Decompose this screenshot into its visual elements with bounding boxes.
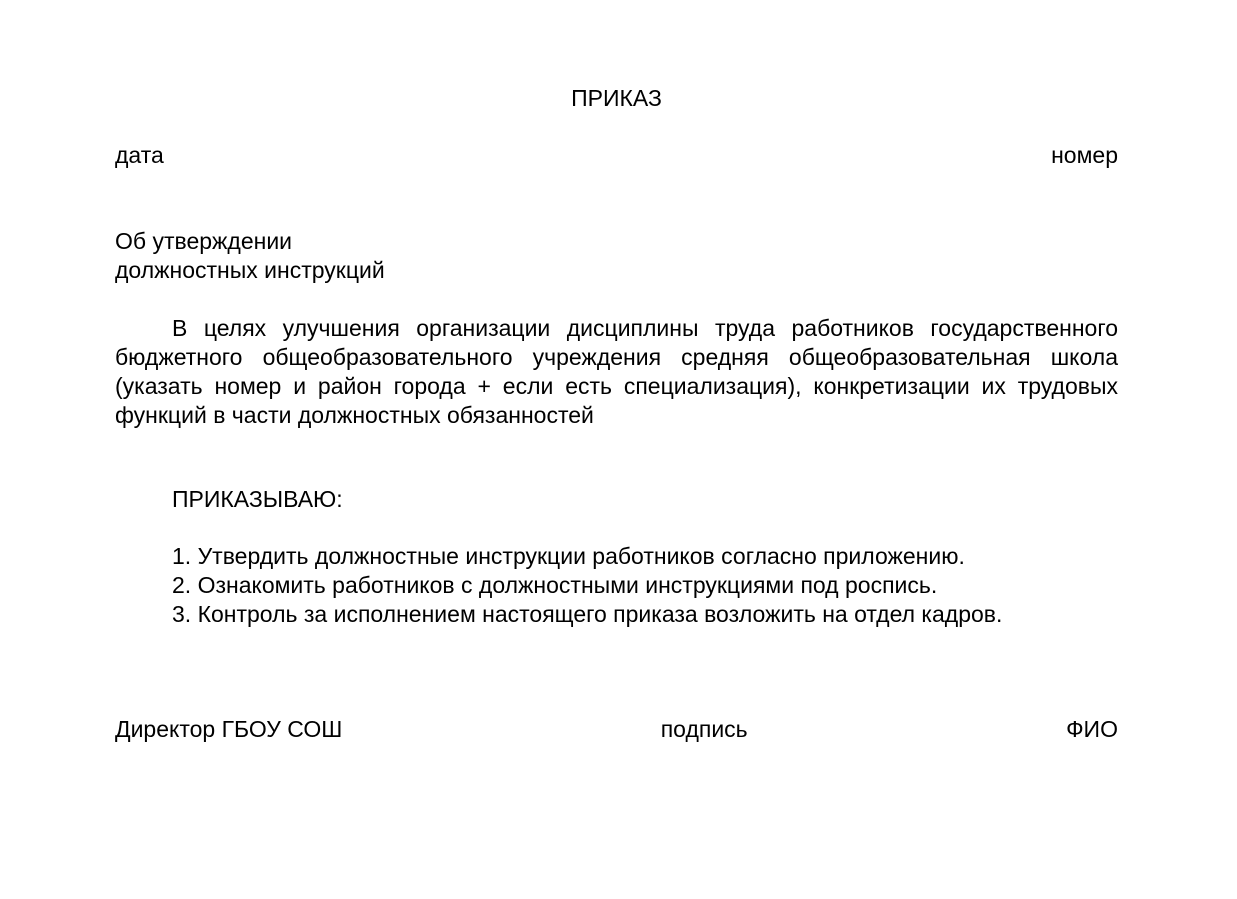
number-label: номер (1051, 142, 1118, 168)
signature-label: подпись (660, 716, 748, 742)
subject-line-2: должностных инструкций (115, 257, 385, 283)
date-number-row (115, 141, 1118, 169)
document-subject (115, 227, 385, 285)
order-item-2: 2. Ознакомить работников с должностными инструкциями под роспись. (172, 572, 938, 598)
document-title: ПРИКАЗ (571, 85, 662, 111)
order-document (115, 0, 1118, 899)
order-items-list (172, 542, 1002, 629)
order-item-1: 1. Утвердить должностные инструкции работников согласно приложению. (172, 543, 965, 569)
signatory-position: Директор ГБОУ СОШ (115, 716, 343, 742)
preamble-paragraph: В целях улучшения организации дисциплины труда работников государственного бюджетного общеобразовательного учреждения средняя общеобразовательная школа (указать номер и район города + если есть специализация), конкретизации их трудовых функций в части должностных обязанностей (115, 315, 1118, 428)
date-label: дата (115, 142, 164, 168)
signature-row (115, 715, 1118, 743)
order-word: ПРИКАЗЫВАЮ: (172, 486, 343, 512)
subject-line-1: Об утверждении (115, 228, 293, 254)
order-item-3: 3. Контроль за исполнением настоящего приказа возложить на отдел кадров. (172, 601, 1003, 627)
signatory-name-label: ФИО (1066, 716, 1118, 742)
